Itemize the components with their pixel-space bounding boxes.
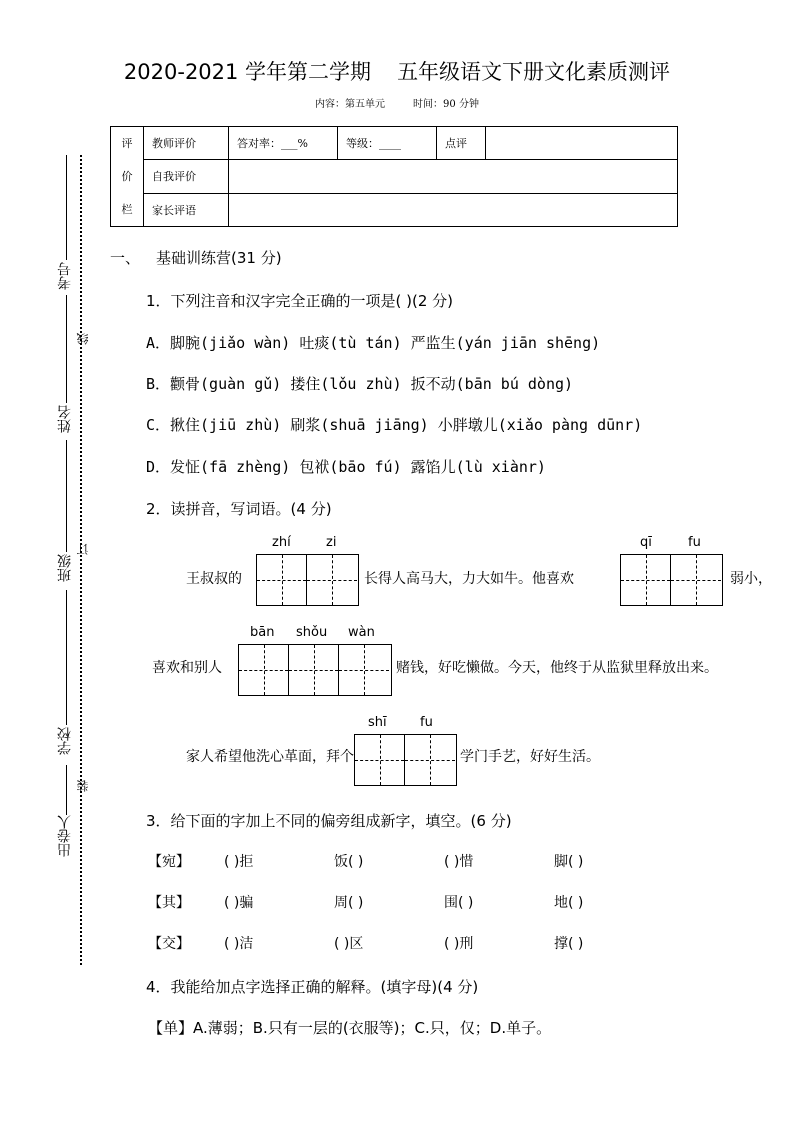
- binding-mark-ding: 订: [76, 543, 90, 555]
- parent-comment-label: 家长评语: [144, 193, 229, 226]
- exam-name: 五年级语文下册文化素质测评: [397, 60, 671, 84]
- self-eval-field[interactable]: [229, 160, 678, 193]
- q3-row-1[interactable]: 【宛】 ( )拒 饭( ) ( )惜 脚( ): [148, 854, 584, 870]
- q2-text: 喜欢和别人: [152, 660, 222, 676]
- teacher-eval-label: 教师评价: [144, 127, 229, 160]
- self-eval-label: 自我评价: [144, 160, 229, 193]
- accuracy-field[interactable]: 答对率：___%: [229, 127, 338, 160]
- exam-number-blank[interactable]: [66, 155, 67, 260]
- pinyin-label: zhí: [272, 535, 291, 550]
- exam-time: 时间：90 分钟: [413, 99, 479, 110]
- setter-label: 出卷人: [57, 815, 73, 857]
- evaluation-table: [110, 126, 678, 227]
- q2-text: 长得人高马大，力大如牛。他喜欢: [364, 571, 574, 587]
- comment-field[interactable]: [486, 127, 678, 160]
- question-3-stem: 3．给下面的字加上不同的偏旁组成新字，填空。(6 分): [146, 812, 512, 830]
- pinyin-label: fu: [688, 535, 701, 550]
- writing-grid[interactable]: [256, 554, 359, 606]
- grade-field[interactable]: 等级：____: [338, 127, 437, 160]
- q1-option-a[interactable]: A．脚腕(jiǎo wàn) 吐痰(tù tán) 严监生(yán jiān shēng): [146, 334, 601, 352]
- q1-option-c[interactable]: C．揪住(jiū zhù) 刷浆(shuā jiāng) 小胖墩儿(xiǎo pàng dūnr): [146, 416, 643, 434]
- exam-info: [0, 95, 794, 110]
- pinyin-label: fu: [420, 715, 433, 730]
- parent-comment-field[interactable]: [229, 193, 678, 226]
- page-title: [0, 56, 794, 86]
- class-label: 班级: [57, 554, 73, 582]
- q2-text: 家人希望他洗心革面，拜个: [186, 749, 354, 765]
- binding-dotted-line: [80, 155, 82, 965]
- school-blank[interactable]: [66, 590, 67, 725]
- pinyin-label: bān: [250, 625, 275, 640]
- school-label: 学校: [57, 727, 73, 755]
- name-blank[interactable]: [66, 295, 67, 403]
- eval-side-label: 评 价 栏: [111, 127, 144, 227]
- binding-mark-zhuang: 装: [76, 780, 90, 792]
- question-1-stem: 1．下列注音和汉字完全正确的一项是( )(2 分): [146, 292, 454, 310]
- q4-item: 【单】A.薄弱；B.只有一层的(衣服等)；C.只，仅；D.单子。: [148, 1019, 552, 1037]
- exam-number-label: 考号: [57, 262, 73, 290]
- pinyin-label: zi: [326, 535, 337, 550]
- writing-grid[interactable]: [354, 734, 457, 786]
- pinyin-label: shǒu: [296, 625, 328, 640]
- writing-grid[interactable]: [620, 554, 723, 606]
- question-4-stem: 4．我能给加点字选择正确的解释。(填字母)(4 分): [146, 978, 479, 996]
- pinyin-label: shī: [368, 715, 387, 730]
- writing-grid[interactable]: [238, 644, 392, 696]
- q2-text: 弱小，: [730, 571, 772, 587]
- pinyin-label: qī: [640, 535, 652, 550]
- q1-option-b[interactable]: B．颧骨(guàn gǔ) 搂住(lǒu zhù) 扳不动(bān bú dòng): [146, 375, 574, 393]
- section-heading: 一、 基础训练营(31 分): [110, 249, 282, 267]
- name-label: 姓名: [57, 405, 73, 433]
- exam-content: 内容：第五单元: [315, 99, 386, 110]
- q3-row-3[interactable]: 【交】 ( )洁 ( )区 ( )刑 撑( ): [148, 936, 584, 952]
- q3-row-2[interactable]: 【其】 ( )骗 周( ) 围( ) 地( ): [148, 895, 584, 911]
- setter-blank[interactable]: [66, 765, 67, 815]
- school-year: 2020-2021 学年第二学期: [123, 60, 372, 84]
- binding-mark-line: 线: [76, 333, 90, 345]
- q2-text: 赌钱，好吃懒做。今天，他终于从监狱里释放出来。: [396, 660, 718, 676]
- comment-label: 点评: [437, 127, 486, 160]
- q2-text: 王叔叔的: [186, 571, 242, 587]
- pinyin-label: wàn: [348, 625, 375, 640]
- class-blank[interactable]: [66, 440, 67, 552]
- q2-text: 学门手艺，好好生活。: [460, 749, 600, 765]
- question-2-stem: 2．读拼音，写词语。(4 分): [146, 500, 332, 518]
- q1-option-d[interactable]: D．发怔(fā zhèng) 包袱(bāo fú) 露馅儿(lù xiànr): [146, 458, 546, 476]
